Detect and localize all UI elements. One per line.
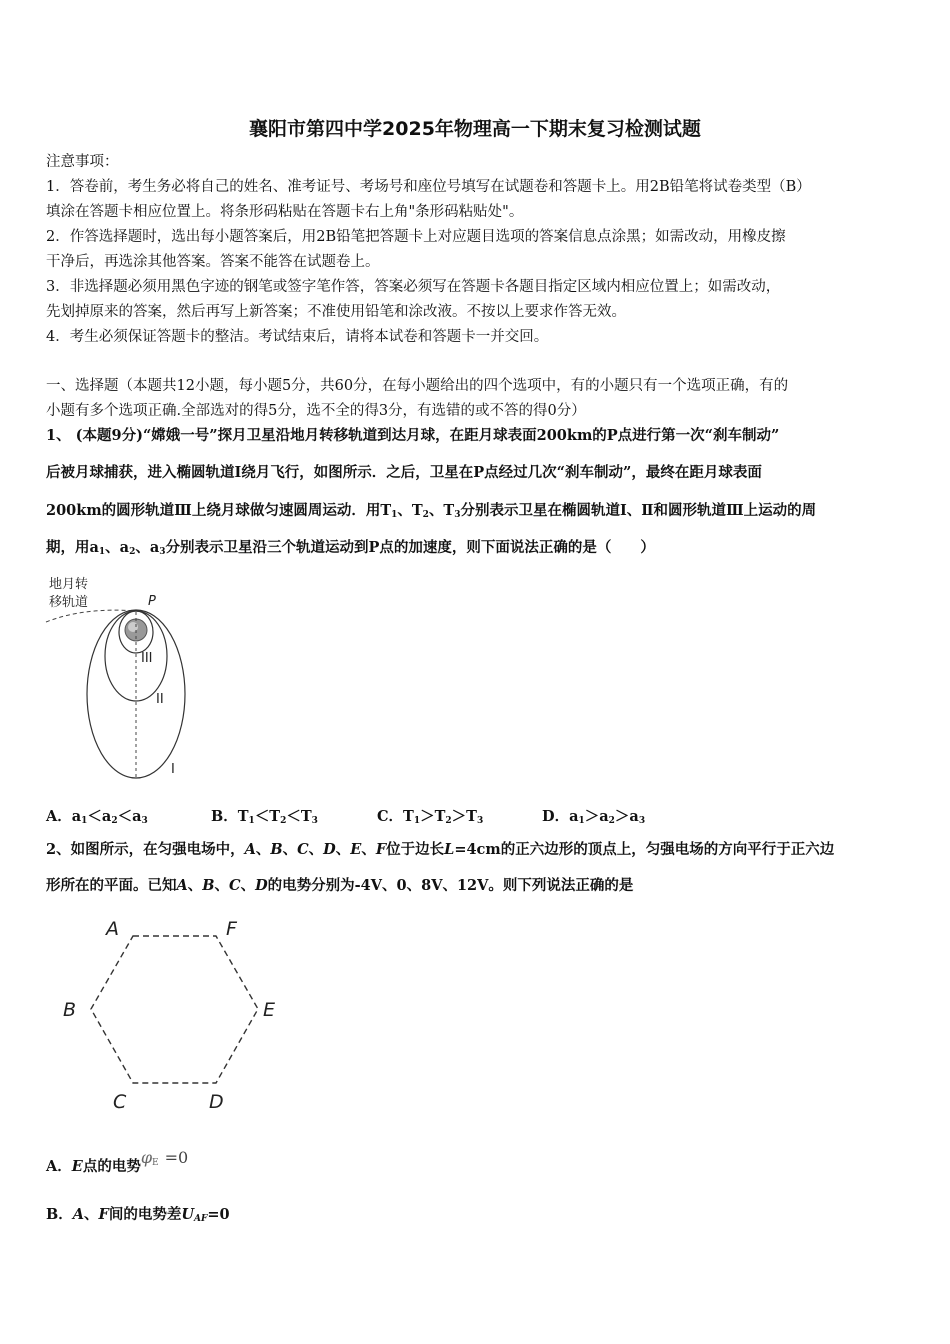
q1-line-1: 1、 (本题9分)“嫦娥一号”探月卫星沿地月转移轨道到达月球，在距月球表面200km的P点进行第一次“刹车制动” (46, 427, 780, 444)
vertex-f-label: F (226, 918, 237, 940)
section-heading-line-2: 小题有多个选项正确.全部选对的得5分，选不全的得3分，有选错的或不答的得0分） (46, 403, 586, 419)
notice-line-5: 3．非选择题必须用黑色字迹的钢笔或签字笔作答，答案必须写在答题卡各题目指定区域内相应位置上；如需改动， (46, 279, 781, 295)
point-p-label: P (148, 594, 156, 609)
vertex-d-label: D (209, 1091, 224, 1113)
hexagon (91, 936, 258, 1083)
q2-option-a[interactable]: A．E点的电势$\varphi_E =0$ (46, 1148, 189, 1175)
hexagon-figure (56, 912, 286, 1117)
q1-line-3: 200km的圆形轨道Ⅲ上绕月球做匀速圆周运动．用$T_1$、$T_2$、$T_3$分别表示卫星在椭圆轨道Ⅰ、Ⅱ和圆形轨道Ⅲ上运动的周 (46, 502, 817, 520)
q2-line-1: 2、如图所示，在匀强电场中，A、B、C、D、E、F位于边长L=4cm的正六边形的顶点上，匀强电场的方向平行于正六边 (46, 841, 835, 858)
q1-option-d[interactable]: D．$a_1>a_2>a_3$ (542, 808, 646, 826)
transfer-label-2: 移轨道 (49, 595, 89, 610)
q1-line-2: 后被月球捕获，进入椭圆轨道Ⅰ绕月飞行，如图所示．之后，卫星在P点经过几次“刹车制动”，最终在距月球表面 (46, 464, 762, 481)
vertex-b-label: B (63, 999, 77, 1021)
orbit-figure (44, 572, 194, 787)
q1-line-4: 期，用$a_1$、$a_2$、$a_3$分别表示卫星沿三个轨道运动到P点的加速度，则下面说法正确的是（ ） (46, 539, 655, 557)
notice-line-7: 4．考生必须保证答题卡的整洁。考试结束后，请将本试卷和答题卡一并交回。 (46, 329, 549, 345)
notice-line-6: 先划掉原来的答案，然后再写上新答案；不准使用铅笔和涂改液。不按以上要求作答无效。 (46, 304, 626, 320)
notice-heading: 注意事项： (46, 154, 119, 170)
orbit-i-label: I (171, 762, 175, 777)
q1-option-b[interactable]: B．$T_1<T_2<T_3$ (211, 808, 318, 826)
section-heading-line-1: 一、选择题（本题共12小题，每小题5分，共60分，在每小题给出的四个选项中，有的小题只有一个选项正确，有的 (46, 378, 789, 394)
q2-option-b[interactable]: B．A、F间的电势差$U_{AF}=0$ (46, 1206, 230, 1224)
notice-line-1: 1．答卷前，考生务必将自己的姓名、准考证号、考场号和座位号填写在试题卷和答题卡上。用2B铅笔将试卷类型（B） (46, 179, 811, 195)
notice-line-3: 2．作答选择题时，选出每小题答案后，用2B铅笔把答题卡上对应题目选项的答案信息点涂黑；如需改动，用橡皮擦 (46, 229, 786, 245)
q1-option-c[interactable]: C．$T_1>T_2>T_3$ (377, 808, 484, 826)
q2-line-2: 形所在的平面。已知A、B、C、D的电势分别为-4V、0、8V、12V。则下列说法正确的是 (46, 877, 634, 894)
orbit-ii-label: II (156, 692, 164, 707)
notice-line-2: 填涂在答题卡相应位置上。将条形码粘贴在答题卡右上角"条形码粘贴处"。 (46, 204, 524, 220)
notice-line-4: 干净后，再选涂其他答案。答案不能答在试题卷上。 (46, 254, 380, 270)
vertex-c-label: C (113, 1091, 127, 1113)
vertex-a-label: A (106, 918, 119, 940)
orbit-iii-label: III (141, 651, 153, 666)
transfer-label-1: 地月转 (49, 577, 89, 592)
vertex-e-label: E (263, 999, 276, 1021)
page-title: 襄阳市第四中学2025年物理高一下期末复习检测试题 (249, 118, 701, 140)
q1-option-a[interactable]: A．$a_1<a_2<a_3$ (46, 808, 148, 826)
